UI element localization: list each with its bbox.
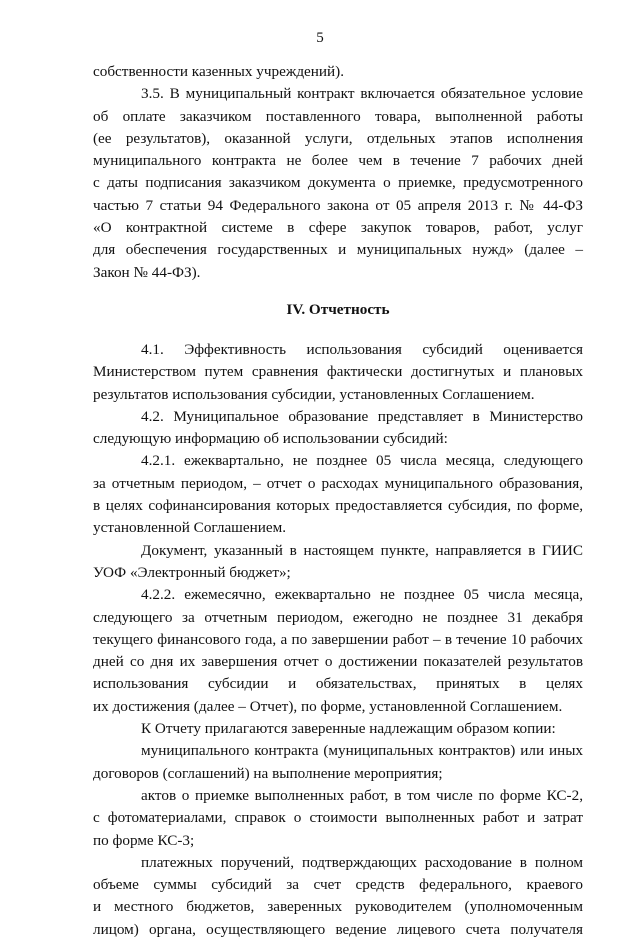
text-line: дней со дня их завершения отчет о достижении показателей результатов xyxy=(93,653,583,671)
text-line: объеме суммы субсидий за счет средств федерального, краевого xyxy=(93,876,583,894)
text-line: Документ, указанный в настоящем пункте, направляется в ГИИС xyxy=(141,541,583,559)
text-line: с даты подписания заказчиком документа о приемке, предусмотренного xyxy=(93,174,583,192)
text-line: договоров (соглашений) на выполнение мероприятия; xyxy=(93,764,443,782)
text-line: актов о приемке выполненных работ, в том числе по форме КС-2, xyxy=(141,786,583,804)
text-line: 4.2.2. ежемесячно, ежеквартально не позднее 05 числа месяца, xyxy=(141,586,583,604)
text-line: лицом) органа, осуществляющего ведение лицевого счета получателя xyxy=(93,920,583,938)
text-line: муниципального контракта (муниципальных контрактов) или иных xyxy=(141,742,583,760)
page-number: 5 xyxy=(316,30,324,46)
text-line: текущего финансового года, а по завершении работ – в течение 10 рабочих xyxy=(93,630,583,648)
text-line: (ее результатов), оказанной услуги, отдельных этапов исполнения xyxy=(93,129,583,147)
text-line: для обеспечения государственных и муниципальных нужд» (далее – xyxy=(93,241,583,259)
text-line: за отчетным периодом, – отчет о расходах муниципального образования, xyxy=(93,474,583,492)
text-line: частью 7 статьи 94 Федерального закона от 05 апреля 2013 г. № 44-ФЗ xyxy=(93,196,583,214)
section-4-text xyxy=(93,339,583,941)
text-line: 4.2. Муниципальное образование представляет в Министерство xyxy=(141,407,583,425)
text-line: об оплате заказчиком поставленного товара, выполненной работы xyxy=(93,107,583,125)
text-line: следующую информацию об использовании субсидий: xyxy=(93,430,448,448)
text-line: по форме КС-3; xyxy=(93,831,195,849)
text-line: результатов использования субсидии, установленных Соглашением. xyxy=(93,385,535,403)
document-body xyxy=(93,61,583,941)
text-line: собственности казенных учреждений). xyxy=(93,63,345,80)
text-line: Министерством путем сравнения фактически достигнутых и плановых xyxy=(93,363,583,381)
text-line: установленной Соглашением. xyxy=(93,519,287,537)
text-line: использования субсидии и обязательствах, принятых в целях xyxy=(93,675,583,693)
text-line: в целях софинансирования которых предоставляется субсидия, по форме, xyxy=(93,497,583,515)
section-3-5-text xyxy=(93,61,583,284)
text-line: К Отчету прилагаются заверенные надлежащим образом копии: xyxy=(141,720,556,738)
text-line: 3.5. В муниципальный контракт включается обязательное условие xyxy=(141,85,583,103)
text-line: и местного бюджетов, заверенных руководителем (уполномоченным xyxy=(93,898,583,916)
text-line: «О контрактной системе в сфере закупок товаров, работ, услуг xyxy=(93,219,583,237)
text-line: УОФ «Электронный бюджет»; xyxy=(93,563,291,581)
text-line: следующего за отчетным периодом, ежегодно не позднее 31 декабря xyxy=(93,608,583,626)
text-line: их достижения (далее – Отчет), по форме, установленной Соглашением. xyxy=(93,697,563,715)
text-line: 4.2.1. ежеквартально, не позднее 05 числа месяца, следующего xyxy=(141,452,583,470)
text-line: 4.1. Эффективность использования субсидий оценивается xyxy=(141,340,583,358)
text-line: Закон № 44-ФЗ). xyxy=(93,263,201,281)
text-line: с фотоматериалами, справок о стоимости выполненных работ и затрат xyxy=(93,809,583,827)
section-heading: IV. Отчетность xyxy=(286,300,390,318)
text-line: платежных поручений, подтверждающих расходование в полном xyxy=(141,853,583,871)
text-line: муниципального контракта не более чем в течение 7 рабочих дней xyxy=(93,152,583,170)
